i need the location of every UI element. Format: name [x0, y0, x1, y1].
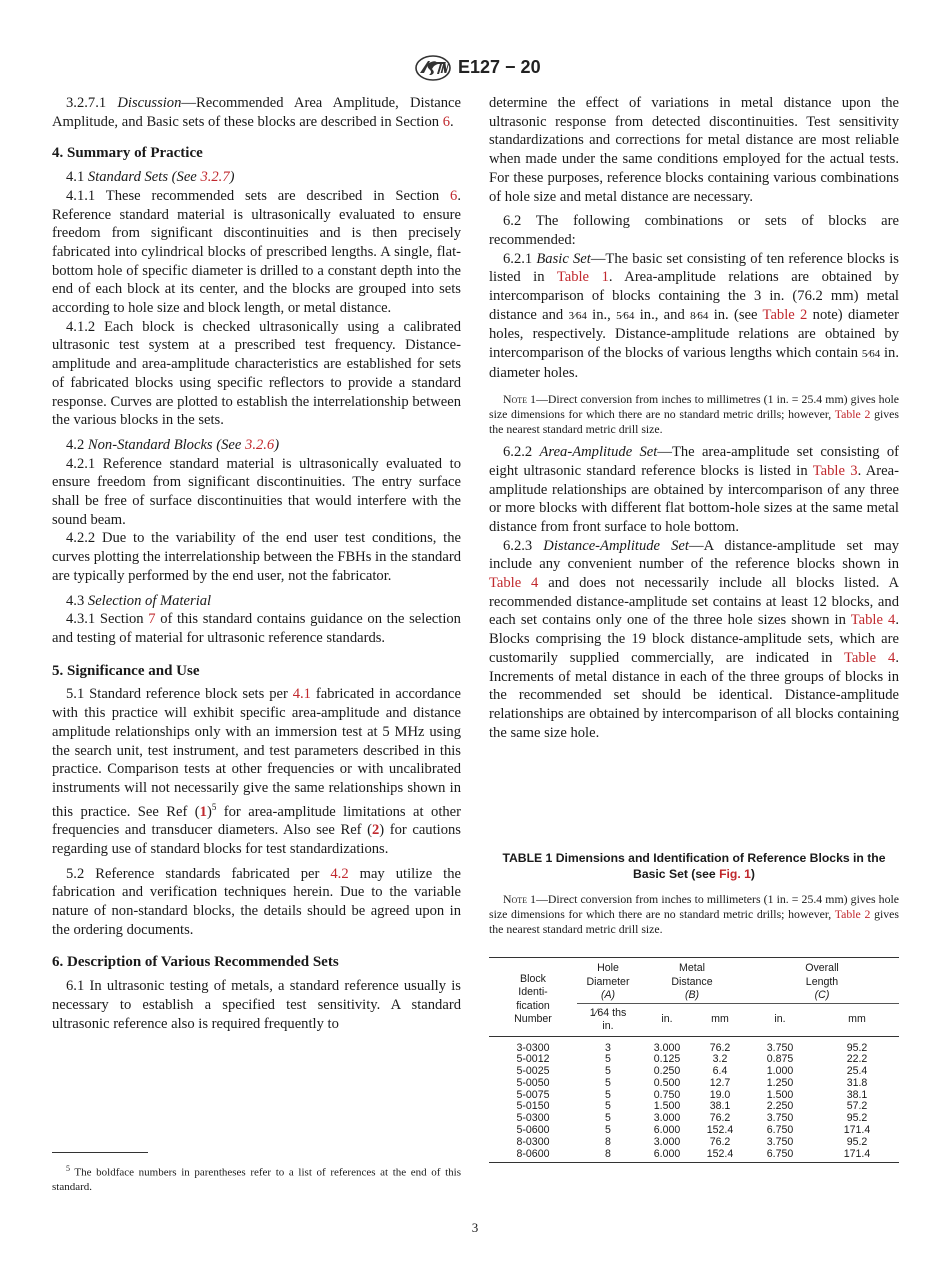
- table-link[interactable]: Table 2: [762, 306, 808, 323]
- table-cell: 3.000: [653, 1112, 681, 1125]
- paragraph-4-2-2: 4.2.2 Due to the variability of the end user test conditions, the curves plotting the interrelationship between the FBHs in the standard are typically performed by the end user, not the fabricator.: [52, 530, 461, 584]
- astm-logo-icon: [414, 55, 452, 81]
- reference-link[interactable]: 1: [199, 803, 207, 820]
- table-cell: 76.2: [709, 1112, 731, 1125]
- table-header-row: [489, 958, 899, 1004]
- footnote-marker[interactable]: 5: [211, 801, 217, 812]
- table-link[interactable]: Table 4: [850, 612, 896, 629]
- paragraph-5-1: 5.1 Standard reference block sets per 4.1 fabricated in accordance with this practice will exhibit specific area-amplitude and distance amplitude relationships only with an immersion test at 5 MHz using the search unit, test instrument, and test parameters described in this practice. Comparison tests at other frequencies or with uncalibrated instruments will not necessarily give the same relationships shown in this practice. See Ref $(1)^5$ for area-amplitude limitations at other frequencies and transducer diameters. Also see Ref (2) for cautions regarding use of standard blocks for test standardizations.: [52, 686, 462, 857]
- table-link[interactable]: Table 2: [834, 907, 871, 922]
- table-cell: 5-0150: [516, 1100, 550, 1113]
- table-cell: 171.4: [815, 1149, 899, 1163]
- table-cell: 5: [605, 1112, 611, 1125]
- table-row: [489, 1101, 899, 1113]
- note-text: gives the nearest standard metric drill size.: [489, 907, 899, 937]
- table-cell: 95.2: [815, 1036, 899, 1054]
- subsection-title: Selection of Material: [87, 592, 212, 609]
- term: Distance-Amplitude Set: [543, 537, 689, 554]
- table-cell: 76.2: [709, 1135, 731, 1148]
- table-cell: 8-0300: [516, 1135, 550, 1148]
- table-cell: 5-0012: [516, 1053, 550, 1066]
- table-body: [489, 1036, 899, 1163]
- table-cell: 95.2: [846, 1112, 868, 1125]
- paragraph-4-1: [52, 168, 461, 187]
- para-text: and does not necessarily include all blocks listed. A recommended distance-amplitude set contains at least 12 blocks, and each set contains only one of the three hole sizes shown in: [489, 575, 899, 629]
- table-cell: 22.2: [846, 1053, 868, 1066]
- table-cell: 5-0075: [516, 1088, 550, 1101]
- table-cell: 6.750: [766, 1124, 794, 1137]
- reference-link[interactable]: 2: [371, 822, 380, 839]
- table-cell: 38.1: [709, 1100, 731, 1113]
- para-text: in. diameter holes.: [489, 345, 899, 381]
- header-subscript: (B): [684, 989, 700, 1001]
- para-text: fabricated in accordance with this practice will exhibit specific area-amplitude and distance amplitude relationships only with an immersion test at 5 MHz using the search unit, test instrument, and test parameters described in this practice. Comparison tests at other frequencies or with uncalibrated instruments will not necessarily give the same relationships shown in this practice. See Ref (: [52, 686, 461, 820]
- subsection-title: ): [229, 169, 235, 186]
- table-link[interactable]: Table 4: [843, 649, 896, 666]
- table-cell: 171.4: [843, 1124, 871, 1137]
- section-link[interactable]: 4.1: [292, 686, 311, 703]
- footnote: [52, 1162, 461, 1195]
- table-cell: 31.8: [846, 1076, 868, 1089]
- table-row: [489, 1054, 899, 1066]
- paragraph-4-2-1: 4.2.1 Reference standard material is ultrasonically evaluated to ensure freedom from significant discontinuities. The entry surface shall be free of surface discontinuities that would interfere with the sound beam.: [52, 455, 461, 528]
- para-number: 6.2.3: [503, 537, 544, 554]
- table-row: [489, 1149, 899, 1163]
- table-row: [489, 1078, 899, 1090]
- table-cell: 5: [605, 1124, 611, 1137]
- section-link[interactable]: 3.2.6: [245, 436, 275, 453]
- table-cell: 0.125: [653, 1053, 681, 1066]
- paragraph-4-1-1: [52, 187, 461, 318]
- para-text: .: [450, 113, 454, 130]
- paragraph-5-2: [52, 865, 461, 940]
- note-label: Note: [503, 391, 528, 406]
- section-heading-5: 5. Significance and Use: [52, 662, 200, 679]
- table-title-text: TABLE 1 Dimensions and Identification of Reference Blocks in the Basic Set (see: [502, 851, 886, 881]
- paragraph-6-2-1: [489, 250, 899, 383]
- table-cell: 5: [605, 1088, 611, 1101]
- table-cell: 19.0: [709, 1088, 731, 1101]
- section-link[interactable]: 6: [450, 187, 458, 204]
- table-cell: 3.750: [745, 1036, 815, 1054]
- table-cell: 1.250: [766, 1076, 794, 1089]
- note-1: [489, 392, 899, 438]
- table-cell: 152.4: [706, 1124, 734, 1137]
- para-text: . Blocks comprising the 19 block distance-amplitude sets, which are customarily supplied commercially, are indicated in: [489, 612, 899, 666]
- para-text: 5.1 Standard reference block sets per: [66, 686, 293, 703]
- para-text: may utilize the fabrication and verification techniques herein. Due to the variable nature of non-standard blocks, the details should be agreed upon in the ordering documents.: [52, 865, 461, 938]
- paragraph-6-2-2: [489, 443, 899, 537]
- unit-in: in.: [639, 1003, 695, 1036]
- fraction: 3⁄64: [568, 309, 587, 322]
- header-hole-diameter: [577, 958, 639, 1004]
- para-text: 4.3.1 Section: [66, 611, 149, 628]
- table-cell: 5: [605, 1100, 611, 1113]
- header-text: Overall Length: [805, 962, 839, 988]
- table-cell: 8-0600: [489, 1149, 577, 1163]
- table-link[interactable]: Table 1: [556, 269, 609, 286]
- note-label: Note: [503, 892, 528, 906]
- para-text: —The basic set consisting of ten reference blocks is listed in: [489, 250, 899, 286]
- table-row: [489, 1036, 899, 1054]
- table-cell: 8: [605, 1135, 611, 1148]
- unit-mm: mm: [695, 1003, 745, 1036]
- table-row: [489, 1137, 899, 1149]
- right-column: [489, 94, 899, 742]
- subsection-title: Non-Standard Blocks (See: [87, 436, 246, 453]
- table-cell: 5: [605, 1065, 611, 1078]
- table-cell: 5: [605, 1053, 611, 1066]
- page-header: [0, 55, 950, 85]
- term: Discussion: [117, 95, 182, 111]
- para-text: in. (see: [708, 306, 763, 323]
- para-text: . Reference standard material is ultrasonically evaluated to ensure freedom from significant discontinuities and is then precisely fabricated into cylindrical blocks of prescribed lengths. A single, flat-bottom hole of specific diameter is drilled to a constant depth into the end of each block at its center, and the blocks are grouped into sets according to hole size and block length, or metal distance.: [52, 187, 461, 317]
- header-metal-distance: [639, 958, 745, 1004]
- table-cell: 95.2: [846, 1135, 868, 1148]
- figure-link[interactable]: Fig. 1: [719, 867, 751, 881]
- note-text: gives the nearest standard metric drill size.: [489, 406, 899, 436]
- paragraph-4-3-1: [52, 610, 461, 647]
- para-number: 4.3: [66, 592, 88, 609]
- para-text: in., and: [634, 306, 691, 323]
- section-link[interactable]: 6: [442, 113, 450, 130]
- table-cell: 6.000: [639, 1149, 695, 1163]
- paragraph-6-1: 6.1 In ultrasonic testing of metals, a standard reference usually is necessary to establish a specified test sensitivity. A standard ultrasonic reference also is required frequently to: [52, 978, 461, 1032]
- section-heading-6: 6. Description of Various Recommended Sets: [52, 954, 339, 971]
- term: Basic Set: [536, 250, 591, 267]
- table-cell: 0.875: [766, 1053, 794, 1066]
- table-cell: 25.4: [846, 1065, 868, 1078]
- footnote-text: The boldface numbers in parentheses refer to a list of references at the end of this standard.: [52, 1166, 461, 1194]
- unit-sixtyfourths: 1⁄64 ths in.: [577, 1003, 639, 1036]
- para-number: 6.2.2: [503, 444, 540, 461]
- fraction: 8⁄64: [690, 309, 709, 322]
- table-cell: 57.2: [846, 1100, 868, 1113]
- header-subscript: (A): [600, 989, 616, 1001]
- unit-mm: mm: [815, 1003, 899, 1036]
- table-title-text: ): [750, 867, 755, 881]
- table-row: [489, 1090, 899, 1102]
- note-text: 1—Direct conversion from inches to millimeters (1 in. = 25.4 mm) gives hole size dimensions for which there are no standard metric drills; however,: [489, 892, 899, 922]
- page-number: 3: [471, 1220, 479, 1235]
- left-column: [52, 94, 461, 1033]
- table-cell: 12.7: [709, 1076, 731, 1089]
- para-number: 4.1: [66, 169, 88, 186]
- paragraph-6-2-3: [489, 537, 899, 743]
- subsection-title: Standard Sets (See: [87, 169, 201, 186]
- term: Area-Amplitude Set: [539, 444, 658, 461]
- table-cell: 1.000: [766, 1065, 794, 1078]
- table-cell: 0.500: [653, 1076, 681, 1089]
- table-cell: 6.750: [745, 1149, 815, 1163]
- table-cell: 1.500: [653, 1100, 681, 1113]
- table-cell: 0.750: [653, 1088, 681, 1101]
- table-cell: 1.500: [766, 1088, 794, 1101]
- paragraph-4-2: [52, 436, 461, 455]
- header-text: Block Identi-fication Number: [514, 972, 552, 1026]
- paragraph-4-1-2: 4.1.2 Each block is checked ultrasonically using a calibrated ultrasonic test system at a prescribed test frequency. Distance-amplitude and area-amplitude characteristics are established for sets of fabricated blocks using specific reflectors to provide a standard response. Curves are plotted to establish the interrelationship between the various blocks in the sets.: [52, 318, 461, 429]
- para-text: . Area-amplitude relationships are obtained by intercomparison of any three or more blocks with different flat bottom-hole sizes at the same metal distance from front surface to hole bottom.: [489, 462, 899, 535]
- table-1: [489, 957, 899, 1163]
- table-row: [489, 1125, 899, 1137]
- header-subscript: (C): [814, 989, 830, 1001]
- table-link[interactable]: Table 4: [489, 575, 539, 592]
- table-cell: 6.000: [653, 1124, 681, 1137]
- table-cell: 38.1: [846, 1088, 868, 1101]
- paragraph-4-3: [52, 592, 461, 611]
- section-link[interactable]: 7: [148, 611, 156, 628]
- para-text: note) diameter holes, respectively. Distance-amplitude relations are obtained by intercomparison of the blocks of various lengths which contain: [489, 306, 899, 362]
- header-overall-length: [745, 958, 899, 1004]
- fraction: 5⁄64: [616, 309, 635, 322]
- para-text: . Area-amplitude relations are obtained by intercomparison of blocks containing the 3 in. (76.2 mm) metal distance and: [489, 269, 899, 323]
- table-cell: 3.750: [766, 1135, 794, 1148]
- table-cell: 0.250: [653, 1065, 681, 1078]
- paragraph-6-1-continued: determine the effect of variations in metal distance upon the ultrasonic response from detected discontinuities. Test sensitivity standardizations and corrections for metal distance are most reliable when made under the same conditions employed for the actual tests. For these purposes, reference blocks containing various combinations of hole size and metal distance are necessary.: [489, 95, 899, 205]
- table-cell: 8: [577, 1149, 639, 1163]
- footnote-divider: [52, 1152, 148, 1153]
- footnote-number: 5: [66, 1164, 70, 1173]
- header-block-id: [489, 958, 577, 1037]
- para-text: . Increments of metal distance in each of the three groups of blocks in the recommended set should be identical. Distance-amplitude relationships are obtained by intercomparison of all blocks containing the same size hole.: [489, 649, 899, 741]
- para-text: for area-amplitude limitations at other frequencies and transducer diameters. Also see Ref (: [52, 803, 462, 839]
- table-cell: 3.000: [639, 1036, 695, 1054]
- table-cell: 5: [605, 1076, 611, 1089]
- table-row: [489, 1113, 899, 1125]
- table-link[interactable]: Table 3: [812, 462, 858, 479]
- table-cell: 5-0300: [516, 1112, 550, 1125]
- section-heading-4: 4. Summary of Practice: [52, 145, 203, 162]
- document-id: E127 − 20: [458, 57, 541, 77]
- table-row: [489, 1066, 899, 1078]
- para-number: 6.2.1: [503, 250, 537, 267]
- header-text: Metal Distance: [671, 962, 713, 988]
- para-text: ) for cautions regarding use of standard blocks for test standardizations.: [52, 822, 461, 857]
- para-number: 4.2: [66, 436, 88, 453]
- fraction: 5⁄64: [861, 348, 881, 361]
- table-cell: 5-0025: [516, 1065, 550, 1078]
- paragraph-6-2: 6.2 The following combinations or sets of blocks are recommended:: [489, 213, 899, 248]
- para-text: of this standard contains guidance on the selection and testing of material for ultrasonic reference standards.: [52, 611, 461, 646]
- para-text: —A distance-amplitude set may include any convenient number of the reference blocks shown in: [489, 537, 899, 573]
- para-number: 3.2.7.1: [66, 95, 118, 111]
- table-cell: 5-0600: [516, 1124, 550, 1137]
- table-1-title: [489, 850, 899, 882]
- paragraph-3-2-7-1: [52, 94, 461, 131]
- para-text: 5.2 Reference standards fabricated per: [66, 865, 331, 882]
- table-cell: 152.4: [695, 1149, 745, 1163]
- table-cell: 6.4: [712, 1065, 728, 1078]
- table-cell: 2.250: [766, 1100, 794, 1113]
- table-cell: 76.2: [695, 1036, 745, 1054]
- header-text: Hole Diameter: [586, 962, 630, 988]
- para-text: 4.1.1 These recommended sets are described in Section: [66, 187, 451, 204]
- para-text: —The area-amplitude set consisting of eight ultrasonic standard reference blocks is listed in: [489, 444, 899, 479]
- para-text: —Recommended Area Amplitude, Distance Amplitude, and Basic sets of these blocks are described in Section: [52, 95, 462, 130]
- table-cell: 3: [577, 1036, 639, 1054]
- para-text: in.,: [586, 306, 617, 323]
- table-cell: 3.750: [766, 1112, 794, 1125]
- note-text: 1—Direct conversion from inches to millimetres (1 in. = 25.4 mm) gives hole size dimensions for which there are no standard metric drills; however,: [489, 391, 899, 421]
- table-cell: 3.000: [653, 1135, 681, 1148]
- section-link[interactable]: 4.2: [330, 865, 349, 882]
- table-cell: 3-0300: [489, 1036, 577, 1054]
- subsection-title: ): [274, 436, 280, 453]
- table-cell: 3.2: [712, 1053, 728, 1066]
- table-cell: 5-0050: [516, 1076, 550, 1089]
- unit-in: in.: [745, 1003, 815, 1036]
- table-1-note: [489, 892, 899, 938]
- table-link[interactable]: Table 2: [834, 406, 871, 421]
- section-link[interactable]: 3.2.7: [200, 169, 230, 186]
